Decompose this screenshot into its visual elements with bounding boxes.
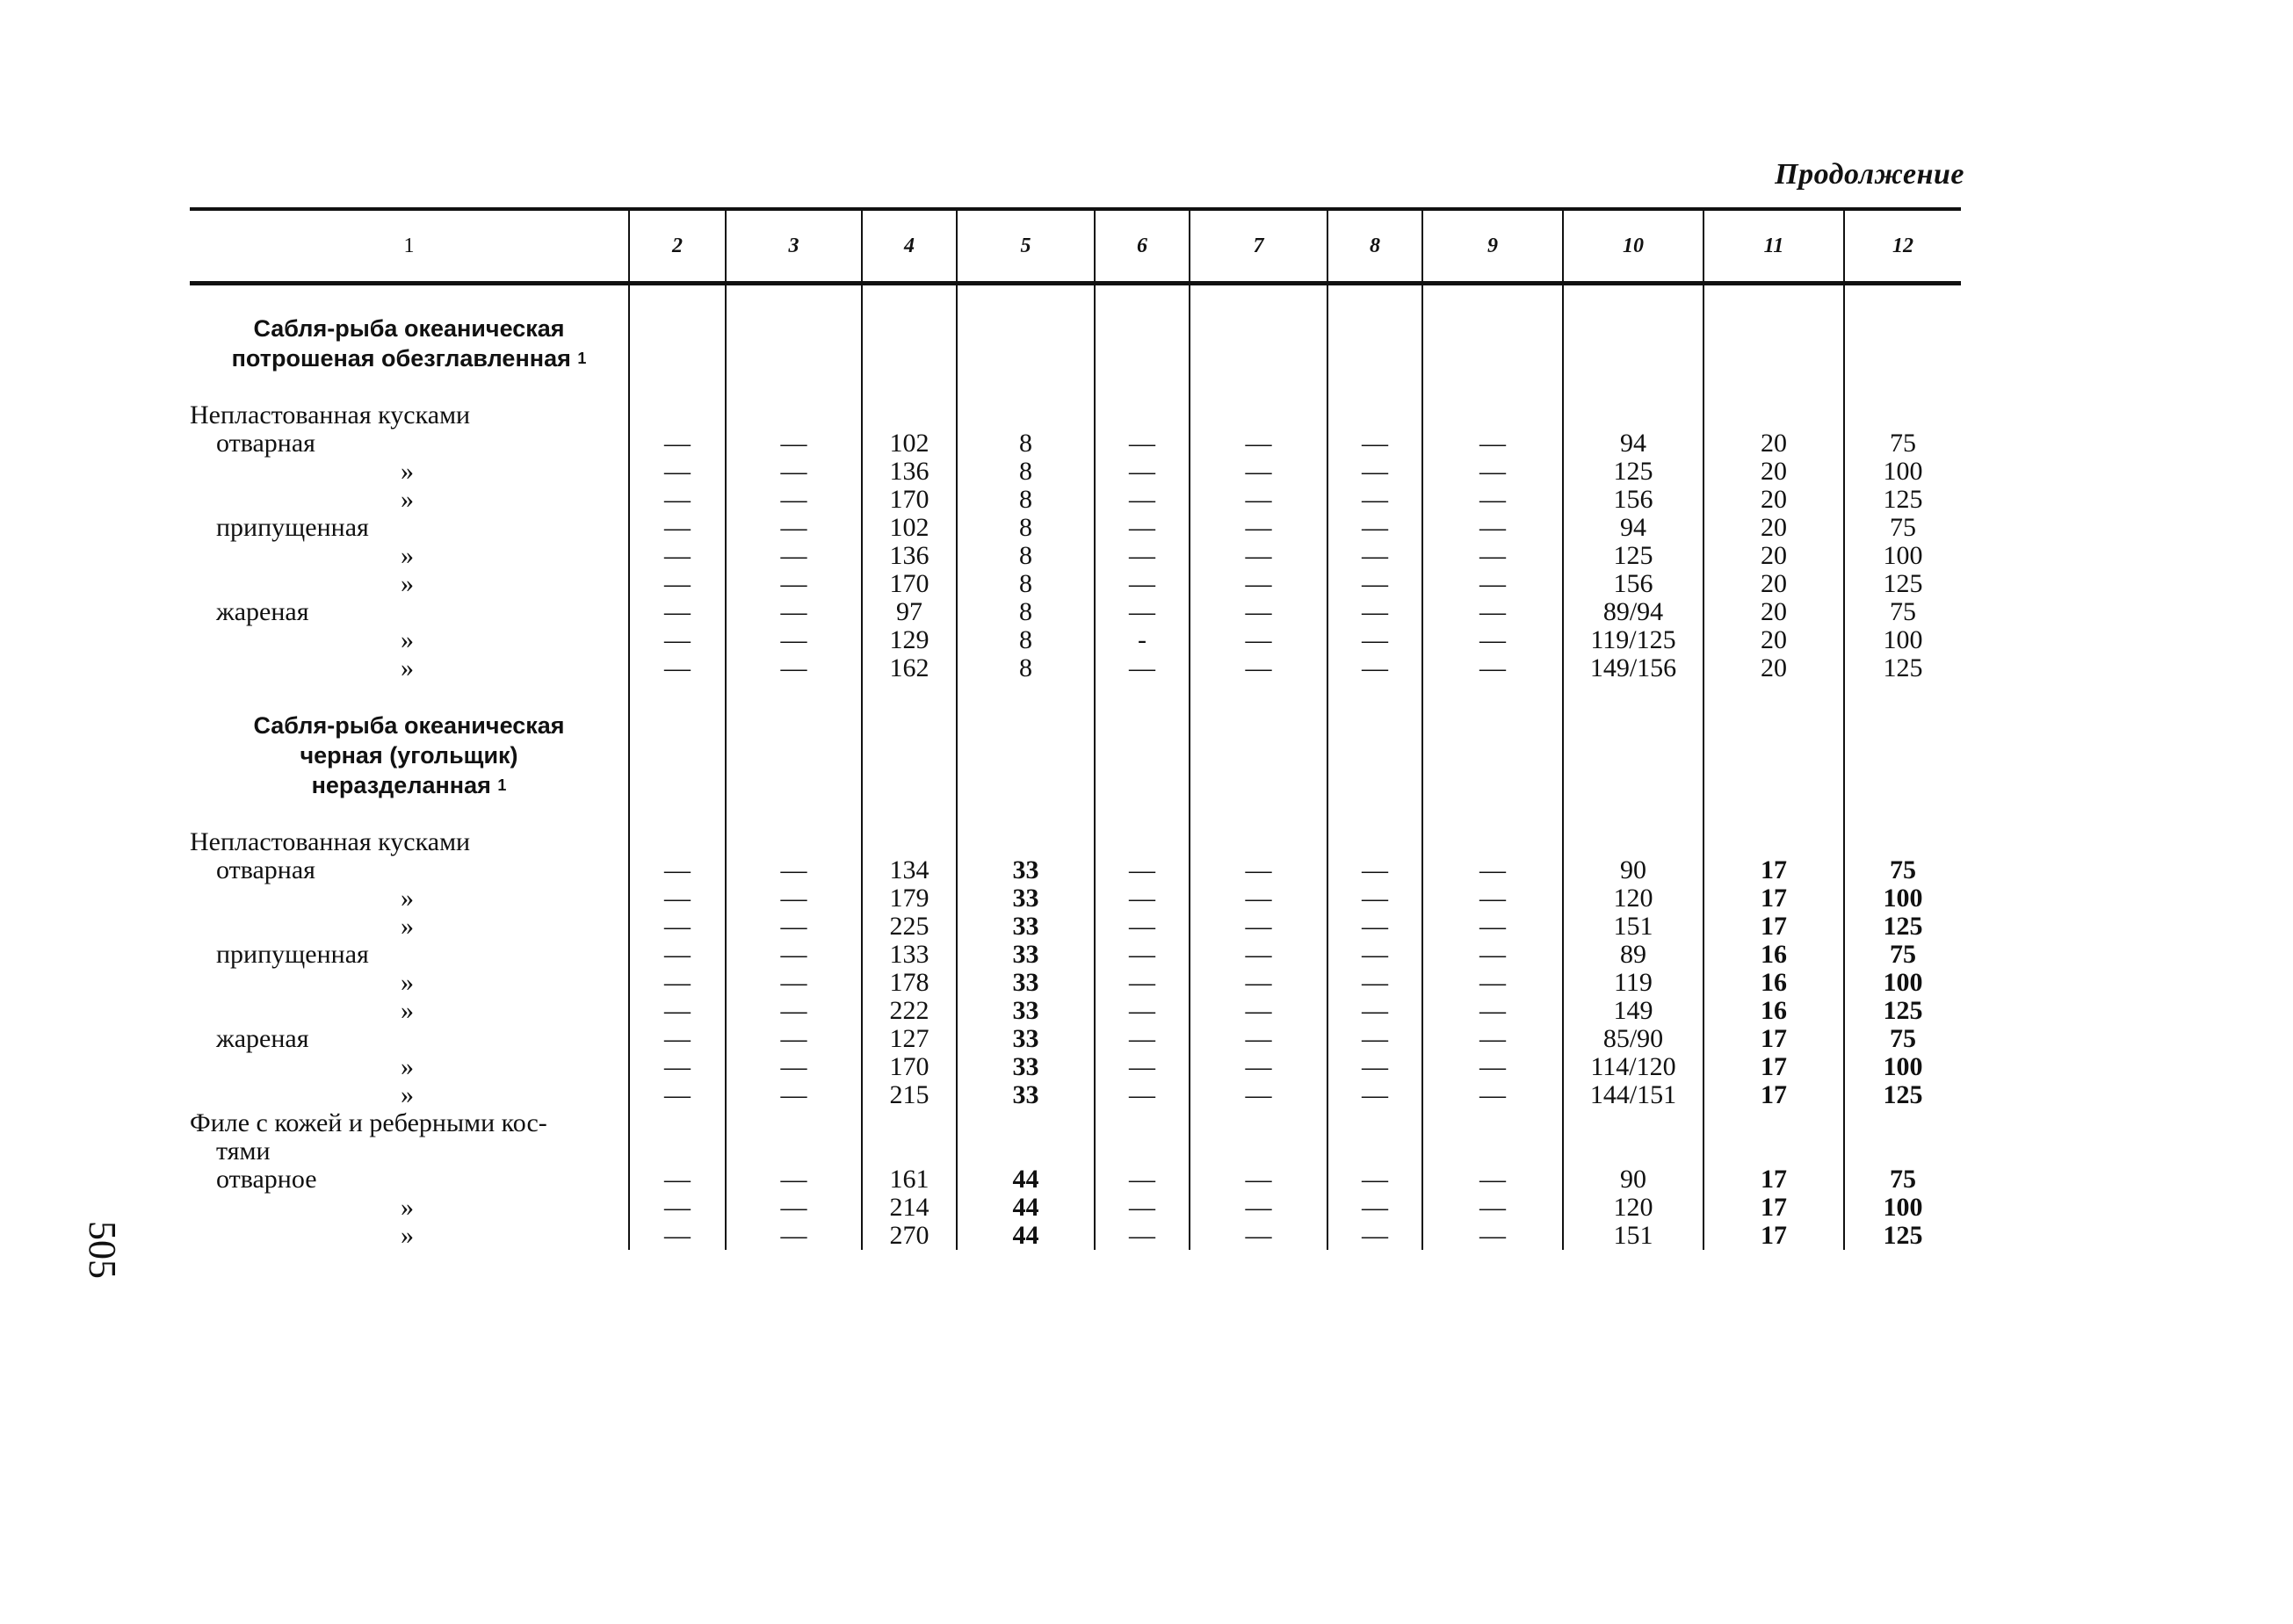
table-row	[190, 997, 1961, 1025]
table-cell: —	[726, 429, 862, 458]
table-cell: —	[1422, 1081, 1563, 1109]
table-cell: —	[1327, 458, 1422, 486]
table-cell: 17	[1703, 1166, 1844, 1194]
table-cell: 33	[957, 856, 1095, 884]
table-cell: 136	[862, 542, 957, 570]
table-cell: 20	[1703, 542, 1844, 570]
table-cell: 127	[862, 1025, 957, 1053]
table-cell: —	[1190, 1194, 1327, 1222]
table-cell: —	[1190, 941, 1327, 969]
table-cell: —	[1327, 486, 1422, 514]
table-cell: 100	[1844, 626, 1961, 654]
table-cell: 144/151	[1563, 1081, 1703, 1109]
table-cell: 20	[1703, 626, 1844, 654]
table-cell: 17	[1703, 1053, 1844, 1081]
table-cell: —	[1422, 458, 1563, 486]
table-cell: 8	[957, 486, 1095, 514]
table-cell: —	[1327, 913, 1422, 941]
table-cell: 8	[957, 654, 1095, 682]
table-cell: —	[726, 997, 862, 1025]
table-cell: 33	[957, 1025, 1095, 1053]
table-cell: —	[1095, 856, 1190, 884]
table-cell: —	[726, 514, 862, 542]
table-cell: 100	[1844, 458, 1961, 486]
table-cell: 17	[1703, 1222, 1844, 1250]
table-cell: —	[726, 941, 862, 969]
table-cell: —	[1422, 514, 1563, 542]
table-cell: —	[1190, 458, 1327, 486]
table-cell: 75	[1844, 598, 1961, 626]
table-cell: —	[1095, 997, 1190, 1025]
table-cell: —	[1422, 969, 1563, 997]
table-cell: 100	[1844, 1194, 1961, 1222]
header-row	[190, 209, 1961, 284]
table-cell: 100	[1844, 542, 1961, 570]
cut-label: Непластованная кусками	[190, 827, 471, 856]
table-cell: —	[1095, 429, 1190, 458]
table-cell: -	[1095, 626, 1190, 654]
table-cell: 120	[1563, 884, 1703, 913]
table-cell: —	[726, 969, 862, 997]
col-header: 4	[862, 209, 957, 284]
table-cell: —	[726, 856, 862, 884]
table-cell: 33	[957, 913, 1095, 941]
table-cell: —	[1327, 969, 1422, 997]
table-row	[190, 1194, 1961, 1222]
table-cell: —	[1095, 486, 1190, 514]
table-row	[190, 458, 1961, 486]
table-cell: 170	[862, 1053, 957, 1081]
row-label: »	[401, 1221, 414, 1250]
table-cell: —	[1327, 997, 1422, 1025]
table-cell: —	[1095, 1166, 1190, 1194]
table-cell: —	[726, 654, 862, 682]
row-label: жареная	[216, 1024, 309, 1053]
table-cell: 125	[1844, 570, 1961, 598]
table-cell: 75	[1844, 941, 1961, 969]
table-cell: —	[1095, 969, 1190, 997]
table-cell: —	[726, 1053, 862, 1081]
row-label: отварная	[216, 429, 315, 458]
table-cell: —	[1095, 1194, 1190, 1222]
col-header: 11	[1703, 209, 1844, 284]
table-cell: —	[1422, 1166, 1563, 1194]
table-cell: 125	[1844, 913, 1961, 941]
table-cell: —	[629, 542, 726, 570]
table-cell: 89/94	[1563, 598, 1703, 626]
table-row	[190, 941, 1961, 969]
table-row	[190, 626, 1961, 654]
table-cell: —	[1190, 514, 1327, 542]
table-row	[190, 1053, 1961, 1081]
table-cell: 20	[1703, 598, 1844, 626]
table-cell: —	[1422, 856, 1563, 884]
table-row	[190, 1222, 1961, 1250]
table-cell: 75	[1844, 1025, 1961, 1053]
table-cell: 90	[1563, 856, 1703, 884]
col-header: 5	[957, 209, 1095, 284]
table-cell: —	[1095, 913, 1190, 941]
table-cell: —	[1327, 542, 1422, 570]
table-cell: 17	[1703, 856, 1844, 884]
table-cell: 20	[1703, 514, 1844, 542]
table-cell: —	[1327, 654, 1422, 682]
table-cell: 94	[1563, 429, 1703, 458]
table-cell: —	[1190, 1222, 1327, 1250]
table-cell: 20	[1703, 429, 1844, 458]
table-cell: —	[629, 1081, 726, 1109]
table-cell: 8	[957, 570, 1095, 598]
table-cell: —	[726, 570, 862, 598]
table-cell: —	[1095, 1053, 1190, 1081]
col-header: 8	[1327, 209, 1422, 284]
cut-label: Непластованная кусками	[190, 401, 471, 429]
col-header: 10	[1563, 209, 1703, 284]
col-header: 2	[629, 209, 726, 284]
table-cell: 134	[862, 856, 957, 884]
table-cell: 161	[862, 1166, 957, 1194]
table-cell: —	[1190, 486, 1327, 514]
table-row	[190, 570, 1961, 598]
table-cell: —	[1327, 570, 1422, 598]
table-cell: —	[1190, 1081, 1327, 1109]
row-label: припущенная	[216, 940, 369, 969]
table-cell: 162	[862, 654, 957, 682]
table-cell: 151	[1563, 1222, 1703, 1250]
table-cell: —	[1190, 969, 1327, 997]
table-cell: 102	[862, 514, 957, 542]
row-label: »	[401, 1080, 414, 1109]
table-cell: —	[1422, 1053, 1563, 1081]
table-cell: —	[726, 458, 862, 486]
table-cell: —	[1327, 1166, 1422, 1194]
table-cell: 156	[1563, 570, 1703, 598]
table-cell: 33	[957, 1053, 1095, 1081]
table-cell: —	[1095, 1081, 1190, 1109]
table-cell: —	[1422, 1025, 1563, 1053]
row-label: »	[401, 1193, 414, 1222]
table-cell: 100	[1844, 1053, 1961, 1081]
table-cell: —	[726, 1222, 862, 1250]
table-cell: —	[1190, 884, 1327, 913]
table-cell: —	[629, 1194, 726, 1222]
table-cell: —	[629, 856, 726, 884]
row-label: »	[401, 912, 414, 941]
table-cell: —	[1422, 598, 1563, 626]
table-row	[190, 429, 1961, 458]
table-cell: 100	[1844, 884, 1961, 913]
table-cell: 125	[1563, 542, 1703, 570]
table-cell: —	[1327, 598, 1422, 626]
row-label: »	[401, 457, 414, 486]
table-row	[190, 1025, 1961, 1053]
table-cell: 119/125	[1563, 626, 1703, 654]
table-body	[190, 284, 1961, 1251]
col-header: 6	[1095, 209, 1190, 284]
table-row	[190, 598, 1961, 626]
table-cell: 75	[1844, 1166, 1961, 1194]
table-cell: —	[726, 884, 862, 913]
table-row	[190, 856, 1961, 884]
table-cell: —	[629, 941, 726, 969]
table-cell: —	[629, 1222, 726, 1250]
table-cell: —	[1095, 542, 1190, 570]
table-cell: 33	[957, 1081, 1095, 1109]
row-label: припущенная	[216, 513, 369, 542]
row-label: »	[401, 541, 414, 570]
table-row	[190, 514, 1961, 542]
table-cell: 156	[1563, 486, 1703, 514]
table-cell: —	[629, 654, 726, 682]
table-cell: 178	[862, 969, 957, 997]
table-cell: —	[1190, 542, 1327, 570]
table-cell: 16	[1703, 941, 1844, 969]
table-cell: —	[1422, 1194, 1563, 1222]
table-cell: —	[1095, 1222, 1190, 1250]
table-cell: —	[726, 542, 862, 570]
table-cell: 20	[1703, 654, 1844, 682]
row-label: »	[401, 884, 414, 913]
table-cell: 75	[1844, 429, 1961, 458]
table-cell: —	[1422, 941, 1563, 969]
table-cell: 8	[957, 542, 1095, 570]
continuation-caption: Продолжение	[1775, 158, 1964, 191]
table-cell: —	[629, 570, 726, 598]
table-cell: —	[1422, 542, 1563, 570]
table-cell: 8	[957, 514, 1095, 542]
table-cell: —	[726, 1025, 862, 1053]
table-cell: —	[1190, 429, 1327, 458]
table-cell: 20	[1703, 570, 1844, 598]
table-cell: —	[1095, 514, 1190, 542]
col-header: 1	[190, 209, 629, 284]
table-cell: —	[1422, 654, 1563, 682]
col-header: 7	[1190, 209, 1327, 284]
table-cell: 125	[1844, 486, 1961, 514]
table-cell: 8	[957, 429, 1095, 458]
table-cell: 222	[862, 997, 957, 1025]
table-row	[190, 913, 1961, 941]
table-row	[190, 969, 1961, 997]
table-cell: 17	[1703, 884, 1844, 913]
table-cell: —	[629, 598, 726, 626]
row-label: »	[401, 653, 414, 682]
page-number: 505	[81, 1221, 124, 1279]
table-cell: —	[629, 1025, 726, 1053]
section-title: Сабля-рыба океаническая черная (угольщик) неразделанная $^1$	[253, 712, 565, 798]
table-cell: 17	[1703, 1025, 1844, 1053]
fillet-label: Филе с кожей и реберными кос-	[190, 1108, 547, 1137]
table-cell: 44	[957, 1166, 1095, 1194]
table-cell: —	[726, 913, 862, 941]
table-cell: —	[1327, 1081, 1422, 1109]
table-cell: 215	[862, 1081, 957, 1109]
table-cell: —	[726, 1194, 862, 1222]
table-cell: —	[1095, 884, 1190, 913]
col-header: 12	[1844, 209, 1961, 284]
table-cell: —	[726, 1166, 862, 1194]
table-cell: —	[1422, 486, 1563, 514]
section-title: Сабля-рыба океаническая потрошеная обезглавленная $^1$	[231, 315, 587, 372]
table-cell: —	[1422, 913, 1563, 941]
table-cell: 133	[862, 941, 957, 969]
table-cell: —	[1327, 514, 1422, 542]
table-cell: —	[1190, 997, 1327, 1025]
table-cell: —	[1422, 1222, 1563, 1250]
table-cell: —	[629, 884, 726, 913]
table-cell: —	[629, 458, 726, 486]
row-label: »	[401, 485, 414, 514]
table-cell: 44	[957, 1194, 1095, 1222]
table-cell: 102	[862, 429, 957, 458]
table-cell: —	[1327, 884, 1422, 913]
table-cell: —	[1422, 884, 1563, 913]
table-row	[190, 486, 1961, 514]
row-label: »	[401, 968, 414, 997]
table-cell: —	[1327, 1222, 1422, 1250]
table-cell: —	[1190, 626, 1327, 654]
table-cell: 149	[1563, 997, 1703, 1025]
row-label: »	[401, 996, 414, 1025]
table-cell: —	[1095, 458, 1190, 486]
table-cell: 170	[862, 570, 957, 598]
table-cell: —	[1190, 570, 1327, 598]
table-cell: —	[1190, 598, 1327, 626]
table-cell: 33	[957, 969, 1095, 997]
table-cell: 17	[1703, 913, 1844, 941]
table-cell: —	[1422, 997, 1563, 1025]
table-cell: —	[726, 486, 862, 514]
table-cell: —	[629, 486, 726, 514]
table-cell: 225	[862, 913, 957, 941]
recipe-table	[190, 207, 1961, 1250]
table-cell: —	[1190, 1025, 1327, 1053]
table-cell: —	[1422, 626, 1563, 654]
table-cell: 114/120	[1563, 1053, 1703, 1081]
table-cell: 85/90	[1563, 1025, 1703, 1053]
table-cell: 33	[957, 997, 1095, 1025]
table-cell: —	[1190, 1053, 1327, 1081]
table-cell: 33	[957, 884, 1095, 913]
table-cell: 125	[1844, 1081, 1961, 1109]
table-row	[190, 654, 1961, 682]
row-label: »	[401, 569, 414, 598]
fillet-label-cont: тями	[216, 1137, 271, 1166]
table-cell: —	[726, 1081, 862, 1109]
table-row	[190, 1166, 1961, 1194]
table-cell: —	[1422, 570, 1563, 598]
table-cell: 214	[862, 1194, 957, 1222]
table-cell: 170	[862, 486, 957, 514]
col-header: 3	[726, 209, 862, 284]
table-cell: 16	[1703, 969, 1844, 997]
table-cell: 129	[862, 626, 957, 654]
table-cell: —	[1422, 429, 1563, 458]
table-cell: —	[629, 913, 726, 941]
table-cell: —	[726, 598, 862, 626]
table-cell: 136	[862, 458, 957, 486]
table-cell: 89	[1563, 941, 1703, 969]
table-cell: 125	[1844, 997, 1961, 1025]
row-label: жареная	[216, 597, 309, 626]
table-cell: —	[726, 626, 862, 654]
row-label: »	[401, 625, 414, 654]
table-cell: 33	[957, 941, 1095, 969]
table-cell: —	[629, 997, 726, 1025]
table-cell: —	[1095, 570, 1190, 598]
table-cell: —	[1327, 1194, 1422, 1222]
table-cell: 8	[957, 626, 1095, 654]
table-cell: 149/156	[1563, 654, 1703, 682]
table-cell: —	[1095, 1025, 1190, 1053]
table-cell: 119	[1563, 969, 1703, 997]
table-cell: —	[629, 1053, 726, 1081]
row-label: »	[401, 1052, 414, 1081]
table-cell: 94	[1563, 514, 1703, 542]
table-cell: 270	[862, 1222, 957, 1250]
table-cell: —	[1095, 941, 1190, 969]
table-cell: 8	[957, 458, 1095, 486]
table-cell: —	[1327, 626, 1422, 654]
table-cell: 75	[1844, 514, 1961, 542]
table-cell: 125	[1563, 458, 1703, 486]
table-cell: 151	[1563, 913, 1703, 941]
table-cell: —	[1327, 856, 1422, 884]
table-cell: 90	[1563, 1166, 1703, 1194]
table-cell: 16	[1703, 997, 1844, 1025]
table-cell: 100	[1844, 969, 1961, 997]
table-cell: —	[1190, 856, 1327, 884]
table-cell: 8	[957, 598, 1095, 626]
row-label: отварная	[216, 855, 315, 884]
table-cell: —	[629, 429, 726, 458]
table-cell: 97	[862, 598, 957, 626]
table-cell: —	[1095, 654, 1190, 682]
table-cell: 20	[1703, 458, 1844, 486]
table-cell: —	[1190, 1166, 1327, 1194]
table-cell: 17	[1703, 1194, 1844, 1222]
table-cell: —	[1190, 654, 1327, 682]
table-cell: 120	[1563, 1194, 1703, 1222]
table-cell: —	[1327, 941, 1422, 969]
row-label: отварное	[216, 1165, 317, 1194]
table-cell: —	[1327, 429, 1422, 458]
table-cell: —	[1327, 1053, 1422, 1081]
table-cell: —	[629, 969, 726, 997]
table-row	[190, 884, 1961, 913]
table-cell: —	[1327, 1025, 1422, 1053]
table-cell: —	[1190, 913, 1327, 941]
table-cell: 179	[862, 884, 957, 913]
table-cell: —	[629, 514, 726, 542]
col-header: 9	[1422, 209, 1563, 284]
table-cell: 44	[957, 1222, 1095, 1250]
table-cell: —	[629, 1166, 726, 1194]
table-cell: —	[1095, 598, 1190, 626]
table-cell: 125	[1844, 1222, 1961, 1250]
table-cell: 125	[1844, 654, 1961, 682]
table-cell: 20	[1703, 486, 1844, 514]
table-cell: 17	[1703, 1081, 1844, 1109]
table-cell: 75	[1844, 856, 1961, 884]
table-cell: —	[629, 626, 726, 654]
table-row	[190, 542, 1961, 570]
table-row	[190, 1081, 1961, 1109]
